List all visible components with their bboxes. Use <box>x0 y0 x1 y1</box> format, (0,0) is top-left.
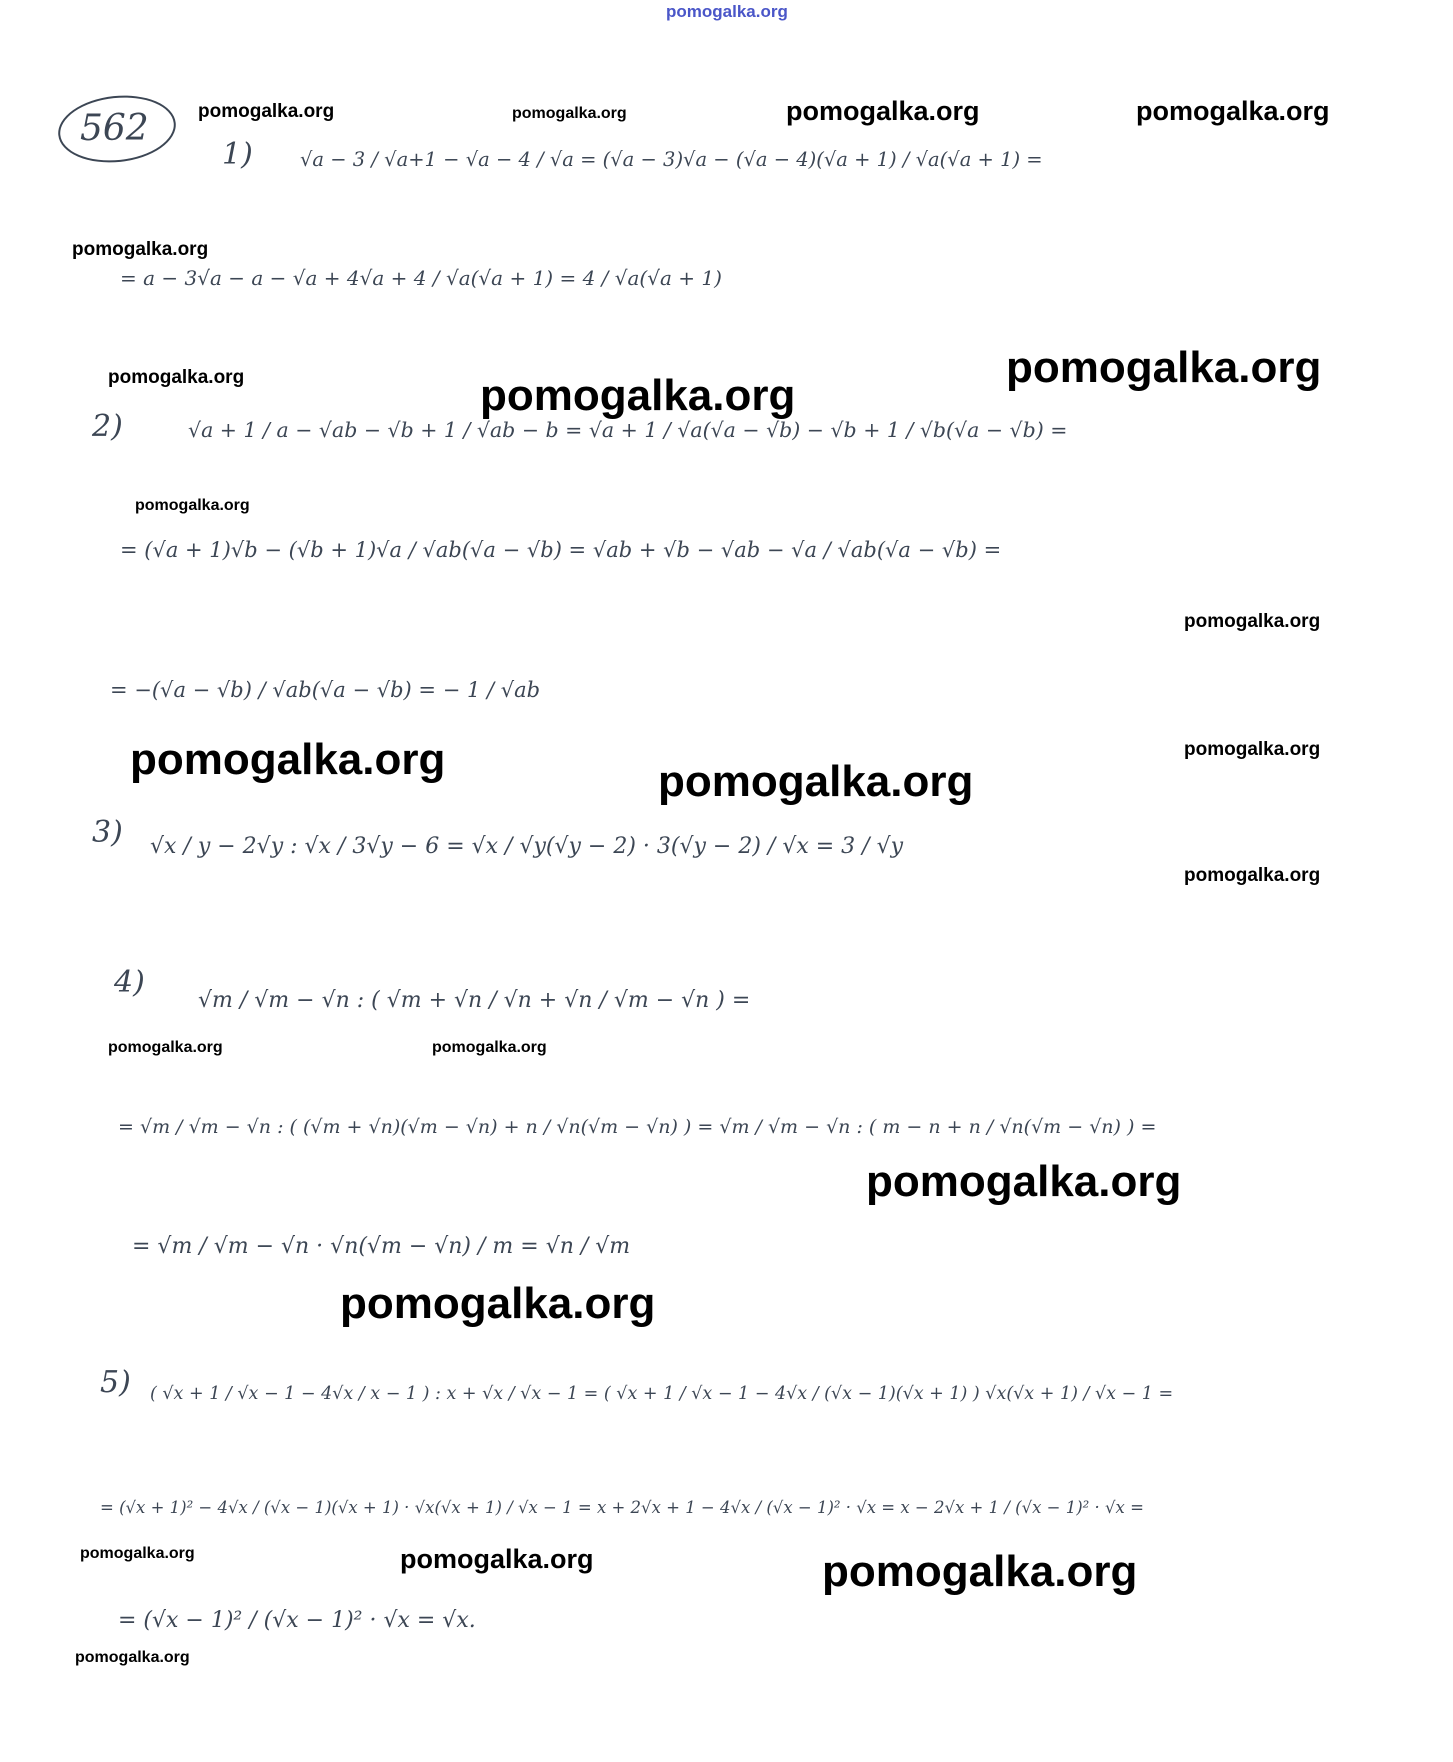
watermark: pomogalka.org <box>1184 865 1321 886</box>
watermark: pomogalka.org <box>72 239 209 260</box>
part-5-line-3: = (√x − 1)² / (√x − 1)² · √x = √x. <box>118 1608 476 1633</box>
watermark: pomogalka.org <box>135 497 250 514</box>
watermark: pomogalka.org <box>75 1649 190 1666</box>
part-3-line-1: √x / y − 2√y : √x / 3√y − 6 = √x / √y(√y − 2) · 3(√y − 2) / √x = 3 / √y <box>150 834 904 859</box>
part-5-line-1: ( √x + 1 / √x − 1 − 4√x / x − 1 ) : x + √x / √x − 1 = ( √x + 1 / √x − 1 − 4√x / (√x − 1)(√x + 1) ) √x(√x + 1) / √x − 1 = <box>150 1384 1174 1404</box>
part-2-line-2: = (√a + 1)√b − (√b + 1)√a / √ab(√a − √b) = √ab + √b − √ab − √a / √ab(√a − √b) = <box>120 538 1002 562</box>
part-4-line-3: = √m / √m − √n · √n(√m − √n) / m = √n / √m <box>132 1234 631 1259</box>
watermark: pomogalka.org <box>108 367 245 388</box>
part-1-label: 1) <box>222 137 253 172</box>
watermark: pomogalka.org <box>340 1279 656 1328</box>
watermark: pomogalka.org <box>822 1547 1138 1596</box>
part-4-label: 4) <box>114 965 145 1000</box>
watermark: pomogalka.org <box>480 371 796 420</box>
part-4-line-1: √m / √m − √n : ( √m + √n / √n + √n / √m − √n ) = <box>198 988 751 1013</box>
watermark: pomogalka.org <box>1184 739 1321 760</box>
part-1-line-2: = a − 3√a − a − √a + 4√a + 4 / √a(√a + 1) = 4 / √a(√a + 1) <box>120 266 722 290</box>
watermark: pomogalka.org <box>512 105 627 122</box>
watermark: pomogalka.org <box>198 101 335 122</box>
watermark: pomogalka.org <box>130 735 446 784</box>
watermark: pomogalka.org <box>1136 96 1330 126</box>
watermark: pomogalka.org <box>432 1039 547 1056</box>
watermark: pomogalka.org <box>658 757 974 806</box>
part-2-line-1: √a + 1 / a − √ab − √b + 1 / √ab − b = √a + 1 / √a(√a − √b) − √b + 1 / √b(√a − √b) = <box>188 418 1068 442</box>
watermark: pomogalka.org <box>786 96 980 126</box>
part-2-line-3: = −(√a − √b) / √ab(√a − √b) = − 1 / √ab <box>110 678 541 702</box>
site-header-watermark: pomogalka.org <box>666 2 788 21</box>
part-5-line-2: = (√x + 1)² − 4√x / (√x − 1)(√x + 1) · √x(√x + 1) / √x − 1 = x + 2√x + 1 − 4√x / (√x − 1)² · √x = x − 2√x + 1 / (√x − 1)² · √x = <box>100 1498 1144 1517</box>
watermark: pomogalka.org <box>108 1039 223 1056</box>
watermark: pomogalka.org <box>1184 611 1321 632</box>
part-3-label: 3) <box>92 815 123 850</box>
part-1-line-1: √a − 3 / √a+1 − √a − 4 / √a = (√a − 3)√a − (√a − 4)(√a + 1) / √a(√a + 1) = <box>300 148 1043 171</box>
watermark: pomogalka.org <box>400 1544 594 1574</box>
watermark: pomogalka.org <box>80 1545 195 1562</box>
part-5-label: 5) <box>100 1365 131 1400</box>
problem-number: 562 <box>80 108 149 149</box>
watermark: pomogalka.org <box>1006 343 1322 392</box>
watermark: pomogalka.org <box>866 1157 1182 1206</box>
part-2-label: 2) <box>92 409 123 444</box>
part-4-line-2: = √m / √m − √n : ( (√m + √n)(√m − √n) + n / √n(√m − √n) ) = √m / √m − √n : ( m − n + n / √n(√m − √n) ) = <box>118 1116 1157 1138</box>
